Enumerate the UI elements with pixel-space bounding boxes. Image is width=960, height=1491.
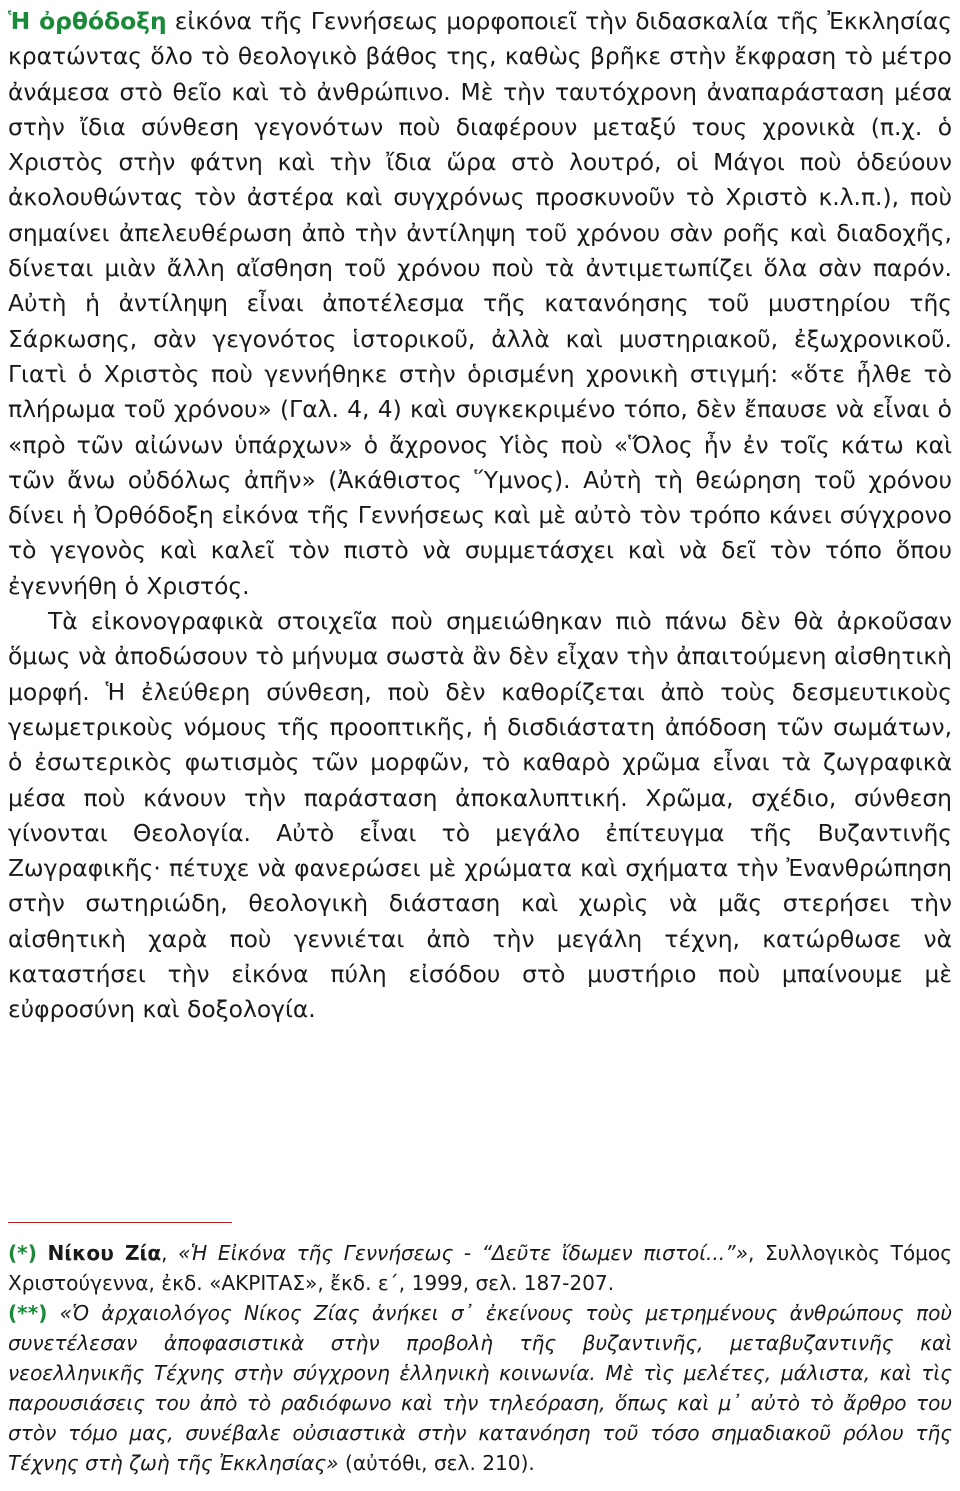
footnote-1-comma: , [161,1241,179,1265]
footnote-2-citation: (αὐτόθι, σελ. 210). [338,1451,535,1475]
footnote-1-citation: , Συλλογικὸς Τόμος Χριστούγεννα, ἐκδ. «ΑΚΡΙΤΑΣ», ἔκδ. ε΄, 1999, σελ. 187-207. [8,1241,953,1295]
paragraph-lead-words: Ἡ ὀρθόδοξη [8,7,167,35]
footnotes [8,1238,952,1478]
document-page [8,0,953,1475]
paragraph-2 [8,604,952,1028]
footnote-1-title: «Ἡ Εἰκόνα τῆς Γεννήσεως - “Δεῦτε ἴδωμεν πιστοί...”» [178,1241,748,1265]
footnote-2-quote: «Ὁ ἀρχαιολόγος Νίκος Ζίας ἀνήκει σ᾽ ἐκείνους τοὺς μετρημένους ἀνθρώπους ποὺ συνετέλεσαν ἀποφασιστικὰ στὴν προβολὴ τῆς βυζαντινῆς, μεταβυζαντινῆς καὶ νεοελληνικῆς Τέχνης στὴν σύγχρονη ἑλληνικὴ κοινωνία. Μὲ τὶς μελέτες, μάλιστα, καὶ τὶς παρουσιάσεις του ἀπὸ τὸ ραδιόφωνο καὶ τὴν τηλεόραση, ὅπως καὶ μ᾽ αὐτὸ τὸ ἄρθρο του στὸν τόμο μας, συνέβαλε οὐσιαστικὰ στὴν κατανόηση τοῦ τόσο σημαδιακοῦ ρόλου τῆς Τέχνης στὴ ζωὴ τῆς Ἐκκλησίας» [8,1301,953,1475]
paragraph-1 [8,4,952,604]
footnote-2-marker: (**) [8,1301,48,1325]
footnote-1-marker: (*) [8,1241,37,1265]
footnote-1-author: Νίκου Ζία [47,1241,162,1265]
paragraph-2-text: Τὰ εἰκονογραφικὰ στοιχεῖα ποὺ σημειώθηκαν πιὸ πάνω δὲν θὰ ἀρκοῦσαν ὅμως νὰ ἀποδώσουν τὸ μήνυμα σωστὰ ἂν δὲν εἶχαν τὴν ἀπαιτούμενη αἰσθητικὴ μορφή. Ἡ ἐλεύθερη σύνθεση, ποὺ δὲν καθορίζεται ἀπὸ τοὺς δεσμευτικοὺς γεωμετρικοὺς νόμους τῆς προοπτικῆς, ἡ δισδιάστατη ἀπόδοση τῶν σωμάτων, ὁ ἐσωτερικὸς φωτισμὸς τῶν μορφῶν, τὸ καθαρὸ χρῶμα εἶναι τὰ ζωγραφικὰ μέσα ποὺ κάνουν τὴν παράσταση ἀποκαλυπτική. Χρῶμα, σχέδιο, σύνθεση γίνονται Θεολογία. Αὐτὸ εἶναι τὸ μεγάλο ἐπίτευγμα τῆς Βυζαντινῆς Ζωγραφικῆς· πέτυχε νὰ φανερώσει μὲ χρώματα καὶ σχήματα τὴν Ἐνανθρώπηση στὴν σωτηριώδη, θεολογικὴ διάσταση καὶ χωρὶς νὰ μᾶς στερήσει τὴν αἰσθητικὴ χαρὰ ποὺ γεννιέται ἀπὸ τὴν μεγάλη τέχνη, κατώρθωσε νὰ καταστήσει τὴν εἰκόνα πύλη εἰσόδου στὸ μυστήριο ποὺ μπαίνουμε μὲ εὐφροσύνη καὶ δοξολογία. [8,607,952,1024]
footnote-2 [8,1298,952,1478]
footnote-1 [8,1238,952,1298]
footnote-separator [8,1222,232,1223]
paragraph-1-text: εἰκόνα τῆς Γεννήσεως μορφοποιεῖ τὴν διδασκαλία τῆς Ἐκκλησίας κρατώντας ὅλο τὸ θεολογικὸ βάθος της, καθὼς βρῆκε στὴν ἔκφραση τὸ μέτρο ἀνάμεσα στὸ θεῖο καὶ τὸ ἀνθρώπινο. Μὲ τὴν ταυτόχρονη ἀναπαράσταση μέσα στὴν ἴδια σύνθεση γεγονότων ποὺ διαφέρουν μεταξύ τους χρονικὰ (π.χ. ὁ Χριστὸς στὴν φάτνη καὶ τὴν ἴδια ὥρα στὸ λουτρό, οἱ Μάγοι ποὺ ὁδεύουν ἀκολουθώντας τὸν ἀστέρα καὶ συγχρόνως προσκυνοῦν τὸ Χριστὸ κ.λ.π.), ποὺ σημαίνει ἀπελευθέρωση ἀπὸ τὴν ἀντίληψη τοῦ χρόνου σὰν ροῆς καὶ διαδοχῆς, δίνεται μιὰν ἄλλη αἴσθηση τοῦ χρόνου ποὺ τὰ ἀντιμετωπίζει ὅλα σὰν παρόν. Αὐτὴ ἡ ἀντίληψη εἶναι ἀποτέλεσμα τῆς κατανόησης τοῦ μυστηρίου τῆς Σάρκωσης, σὰν γεγονότος ἱστορικοῦ, ἀλλὰ καὶ μυστηριακοῦ, ἐξωχρονικοῦ. Γιατὶ ὁ Χριστὸς ποὺ γεννήθηκε στὴν ὁρισμένη χρονικὴ στιγμή: «ὅτε ἦλθε τὸ πλήρωμα τοῦ χρόνου» (Γαλ. 4, 4) καὶ συγκεκριμένο τόπο, δὲν ἔπαυσε νὰ εἶναι ὁ «πρὸ τῶν αἰώνων ὑπάρχων» ὁ ἄχρονος Υἱὸς ποὺ «Ὅλος ἦν ἐν τοῖς κάτω καὶ τῶν ἄνω οὐδόλως ἀπῆν» (Ἀκάθιστος Ὕμνος). Αὐτὴ τὴ θεώρηση τοῦ χρόνου δίνει ἡ Ὀρθόδοξη εἰκόνα τῆς Γεννήσεως καὶ μὲ αὐτὸ τὸν τρόπο κάνει σύγχρονο τὸ γεγονὸς καὶ καλεῖ τὸν πιστὸ νὰ συμμετάσχει καὶ νὰ δεῖ τὸν τόπο ὅπου ἐγεννήθη ὁ Χριστός. [8,7,952,600]
